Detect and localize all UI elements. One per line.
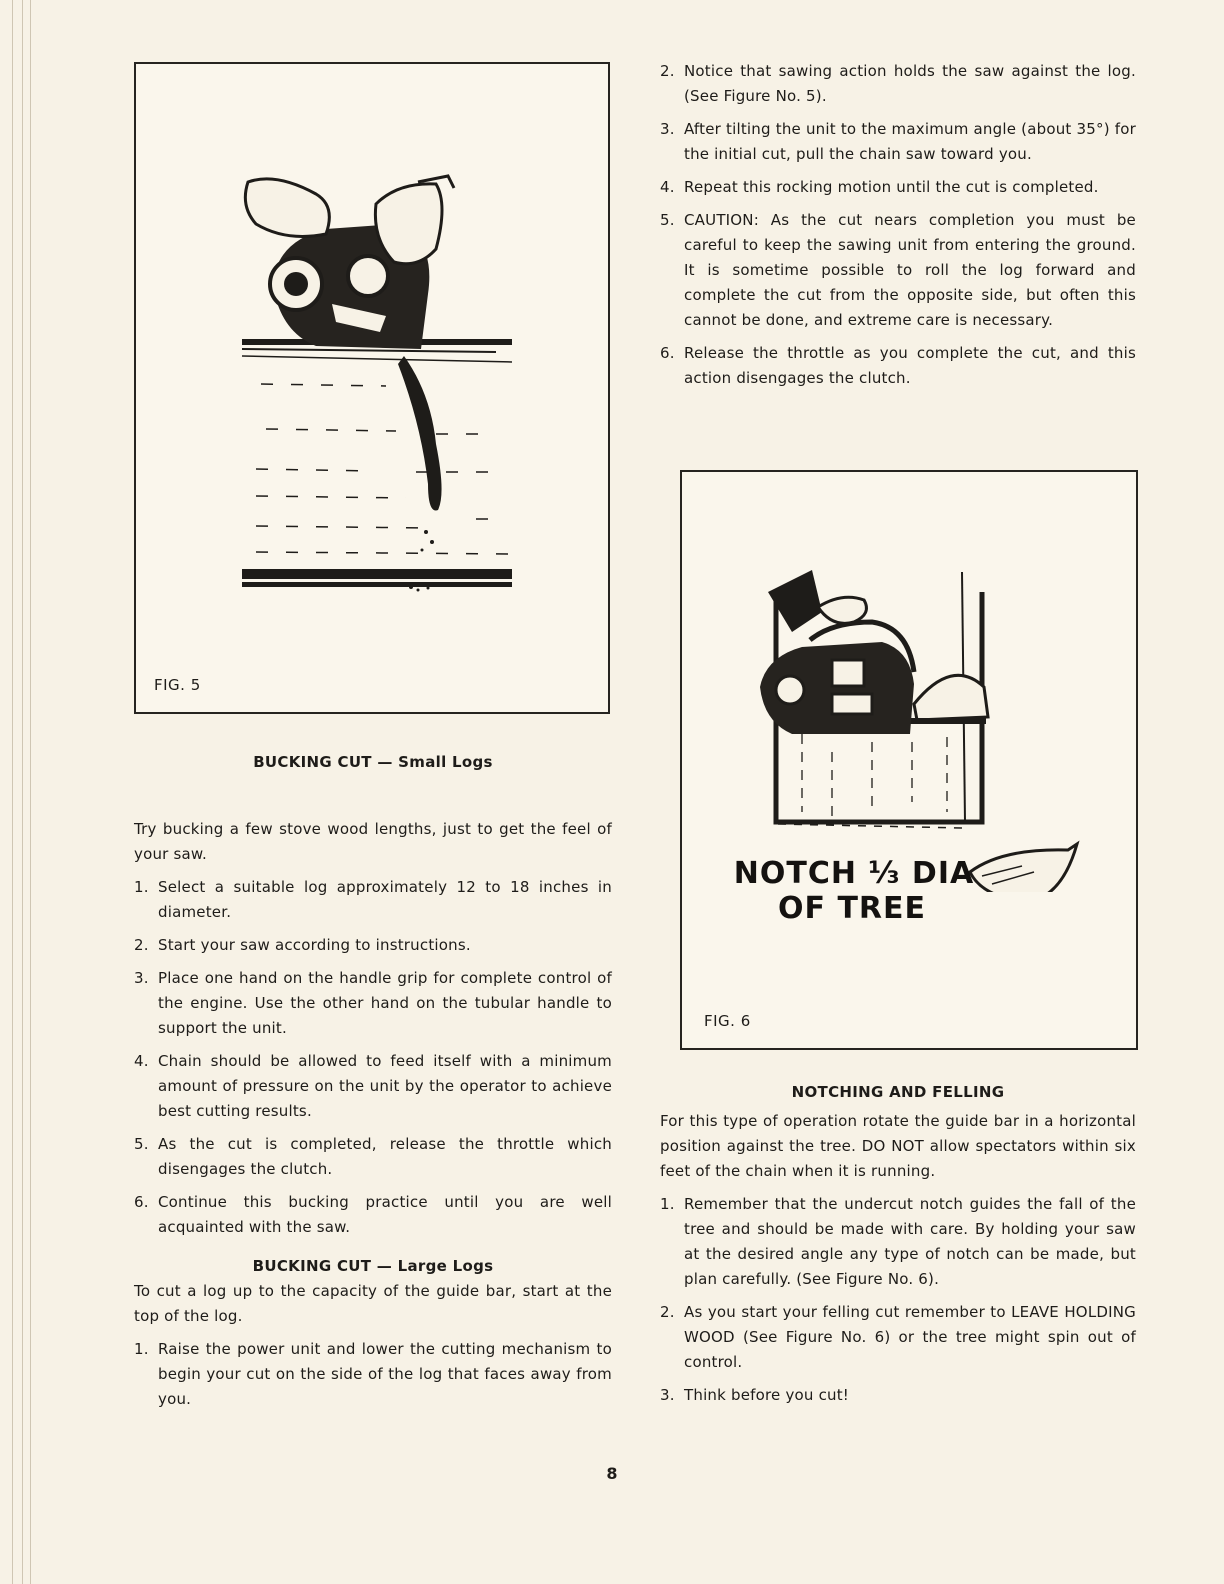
list-item: 2. Start your saw according to instructions. (134, 936, 471, 954)
figure-5 (134, 62, 610, 714)
figure-6 (680, 470, 1138, 1050)
list-item: 4. Chain should be allowed to feed itself with a minimum amount of pressure on the unit by the operator to achieve best cutting results. (134, 1052, 612, 1120)
list-item: 4. Repeat this rocking motion until the cut is completed. (660, 178, 1099, 196)
list-item: 5. As the cut is completed, release the throttle which disengages the clutch. (134, 1135, 612, 1178)
felling-intro: For this type of operation rotate the guide bar in a horizontal position against the tree. DO NOT allow spectators within six feet of the chain when it is running. (660, 1112, 1136, 1180)
figure-5-label: FIG. 5 (154, 676, 201, 694)
large-logs-heading: BUCKING CUT — Large Logs (252, 1257, 494, 1275)
notch-caption-line2: OF TREE (778, 891, 926, 926)
page-number: 8 (606, 1464, 618, 1483)
felling-steps (660, 1192, 1136, 1408)
large-logs-continued (660, 59, 1136, 391)
small-logs-heading: BUCKING CUT — Small Logs (253, 753, 493, 771)
list-item: 2. Notice that sawing action holds the saw against the log. (See Figure No. 5). (660, 62, 1136, 105)
list-item: 1. Remember that the undercut notch guides the fall of the tree and should be made with care. By holding your saw at the desired angle any type of notch can be made, but plan carefully. (See Figure No. 6). (660, 1195, 1136, 1288)
list-item: 3. Think before you cut! (660, 1386, 850, 1404)
notch-caption-line1: NOTCH ⅓ DIA (733, 856, 975, 891)
list-item: 3. Place one hand on the handle grip for complete control of the engine. Use the other hand on the tubular handle to support the unit. (134, 969, 612, 1037)
chainsaw-bucking-illustration (136, 64, 608, 624)
list-item: 1. Raise the power unit and lower the cutting mechanism to begin your cut on the side of the log that faces away from you. (134, 1340, 612, 1408)
list-item: 6. Continue this bucking practice until you are well acquainted with the saw. (134, 1193, 612, 1236)
list-item: 3. After tilting the unit to the maximum angle (about 35°) for the initial cut, pull the chain saw toward you. (660, 120, 1136, 163)
figure-6-label: FIG. 6 (704, 1012, 751, 1030)
list-item: 5. CAUTION: As the cut nears completion you must be careful to keep the sawing unit from entering the ground. It is sometime possible to roll the log forward and complete the cut from the opposite side, but often this cannot be done, and extreme care is necessary. (660, 211, 1136, 329)
list-item: 1. Select a suitable log approximately 12 to 18 inches in diameter. (134, 878, 612, 921)
tree-notching-illustration (682, 472, 1136, 892)
list-item: 2. As you start your felling cut remember to LEAVE HOLDING WOOD (See Figure No. 6) or the tree might spin out of control. (660, 1303, 1136, 1371)
small-logs-section (134, 750, 612, 1412)
small-logs-steps (134, 875, 612, 1240)
small-logs-intro: Try bucking a few stove wood lengths, just to get the feel of your saw. (134, 820, 612, 863)
felling-heading: NOTCHING AND FELLING (791, 1083, 1005, 1101)
large-logs-intro: To cut a log up to the capacity of the guide bar, start at the top of the log. (134, 1282, 612, 1325)
large-logs-steps-part1 (134, 1337, 612, 1412)
list-item: 6. Release the throttle as you complete the cut, and this action disengages the clutch. (660, 344, 1136, 387)
felling-section (660, 1080, 1136, 1408)
large-logs-steps-part2 (660, 59, 1136, 391)
